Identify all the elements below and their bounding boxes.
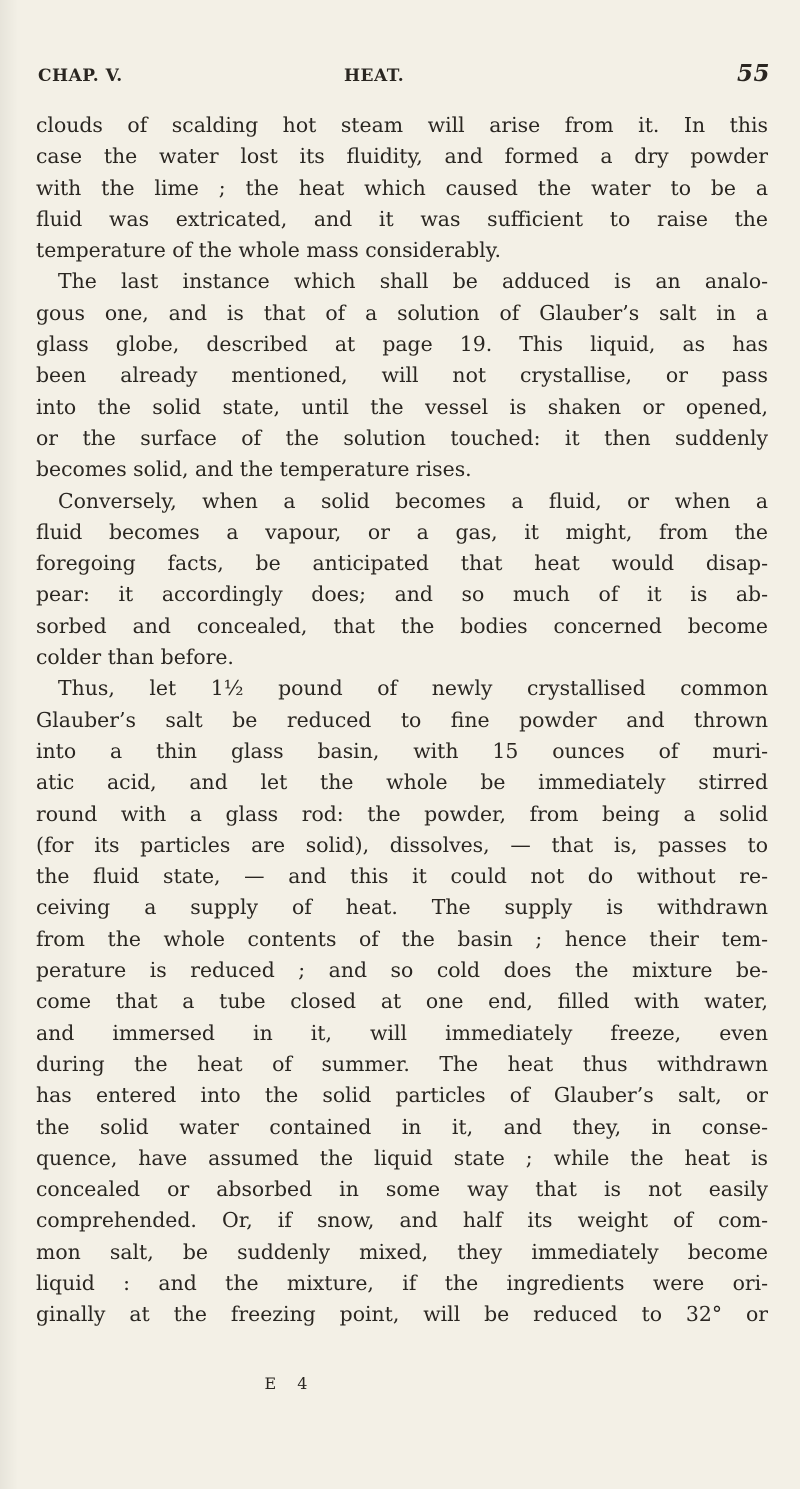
text-line: the fluid state, — and this it could not do without re- [36, 864, 768, 889]
text-line: and immersed in it, will immediately freeze, even [36, 1020, 768, 1045]
body-text [36, 110, 768, 1331]
text-line: round with a glass rod: the powder, from being a solid [36, 801, 768, 826]
text-line: come that a tube closed at one end, filled with water, [36, 989, 768, 1014]
text-line: comprehended. Or, if snow, and half its weight of com- [36, 1208, 768, 1233]
running-title: HEAT. [344, 66, 405, 86]
text-line: atic acid, and let the whole be immediately stirred [36, 770, 768, 795]
text-line: clouds of scalding hot steam will arise from it. In this [36, 113, 768, 137]
text-line: Conversely, when a solid becomes a fluid, or when a [58, 488, 768, 513]
text-line: temperature of the whole mass considerably. [36, 238, 501, 263]
text-line: becomes solid, and the temperature rises. [36, 457, 472, 482]
text-line: been already mentioned, will not crystallise, or pass [36, 363, 768, 388]
text-line: The last instance which shall be adduced is an analo- [58, 269, 768, 294]
text-line: fluid was extricated, and it was sufficient to raise the [36, 206, 768, 231]
running-header [38, 60, 770, 94]
text-line: with the lime ; the heat which caused the water to be a [36, 175, 768, 200]
text-line: (for its particles are solid), dissolves, — that is, passes to [36, 832, 768, 857]
text-line: liquid : and the mixture, if the ingredients were ori- [36, 1270, 768, 1295]
text-line: during the heat of summer. The heat thus withdrawn [36, 1051, 768, 1076]
text-line: case the water lost its fluidity, and formed a dry powder [36, 144, 768, 169]
text-line: perature is reduced ; and so cold does the mixture be- [36, 958, 768, 983]
text-line: quence, have assumed the liquid state ; while the heat is [36, 1145, 768, 1170]
text-line: foregoing facts, be anticipated that heat would disap- [36, 551, 768, 576]
signature-mark: E 4 [264, 1374, 316, 1393]
chapter-label: CHAP. V. [38, 66, 123, 86]
text-line: the solid water contained in it, and they, in conse- [36, 1114, 768, 1139]
text-line: from the whole contents of the basin ; hence their tem- [36, 926, 768, 951]
text-line: pear: it accordingly does; and so much of it is ab- [36, 582, 768, 607]
text-line: colder than before. [36, 645, 234, 670]
text-line: ginally at the freezing point, will be reduced to 32° or [36, 1302, 768, 1327]
text-line: ceiving a supply of heat. The supply is withdrawn [36, 895, 768, 920]
text-line: fluid becomes a vapour, or a gas, it might, from the [36, 519, 768, 544]
text-line: glass globe, described at page 19. This liquid, as has [36, 332, 768, 357]
text-line: Thus, let 1½ pound of newly crystallised common [58, 676, 768, 701]
text-line: sorbed and concealed, that the bodies concerned become [36, 613, 768, 638]
text-line: concealed or absorbed in some way that is not easily [36, 1177, 768, 1202]
text-line: Glauber’s salt be reduced to fine powder and thrown [36, 707, 768, 732]
text-line: into a thin glass basin, with 15 ounces of muri- [36, 738, 768, 763]
page-number: 55 [736, 60, 770, 87]
text-line: mon salt, be suddenly mixed, they immediately become [36, 1239, 768, 1264]
text-line: or the surface of the solution touched: it then suddenly [36, 425, 768, 450]
text-line: has entered into the solid particles of Glauber’s salt, or [36, 1083, 768, 1108]
text-line: into the solid state, until the vessel is shaken or opened, [36, 394, 768, 419]
text-line: gous one, and is that of a solution of Glauber’s salt in a [36, 300, 768, 325]
